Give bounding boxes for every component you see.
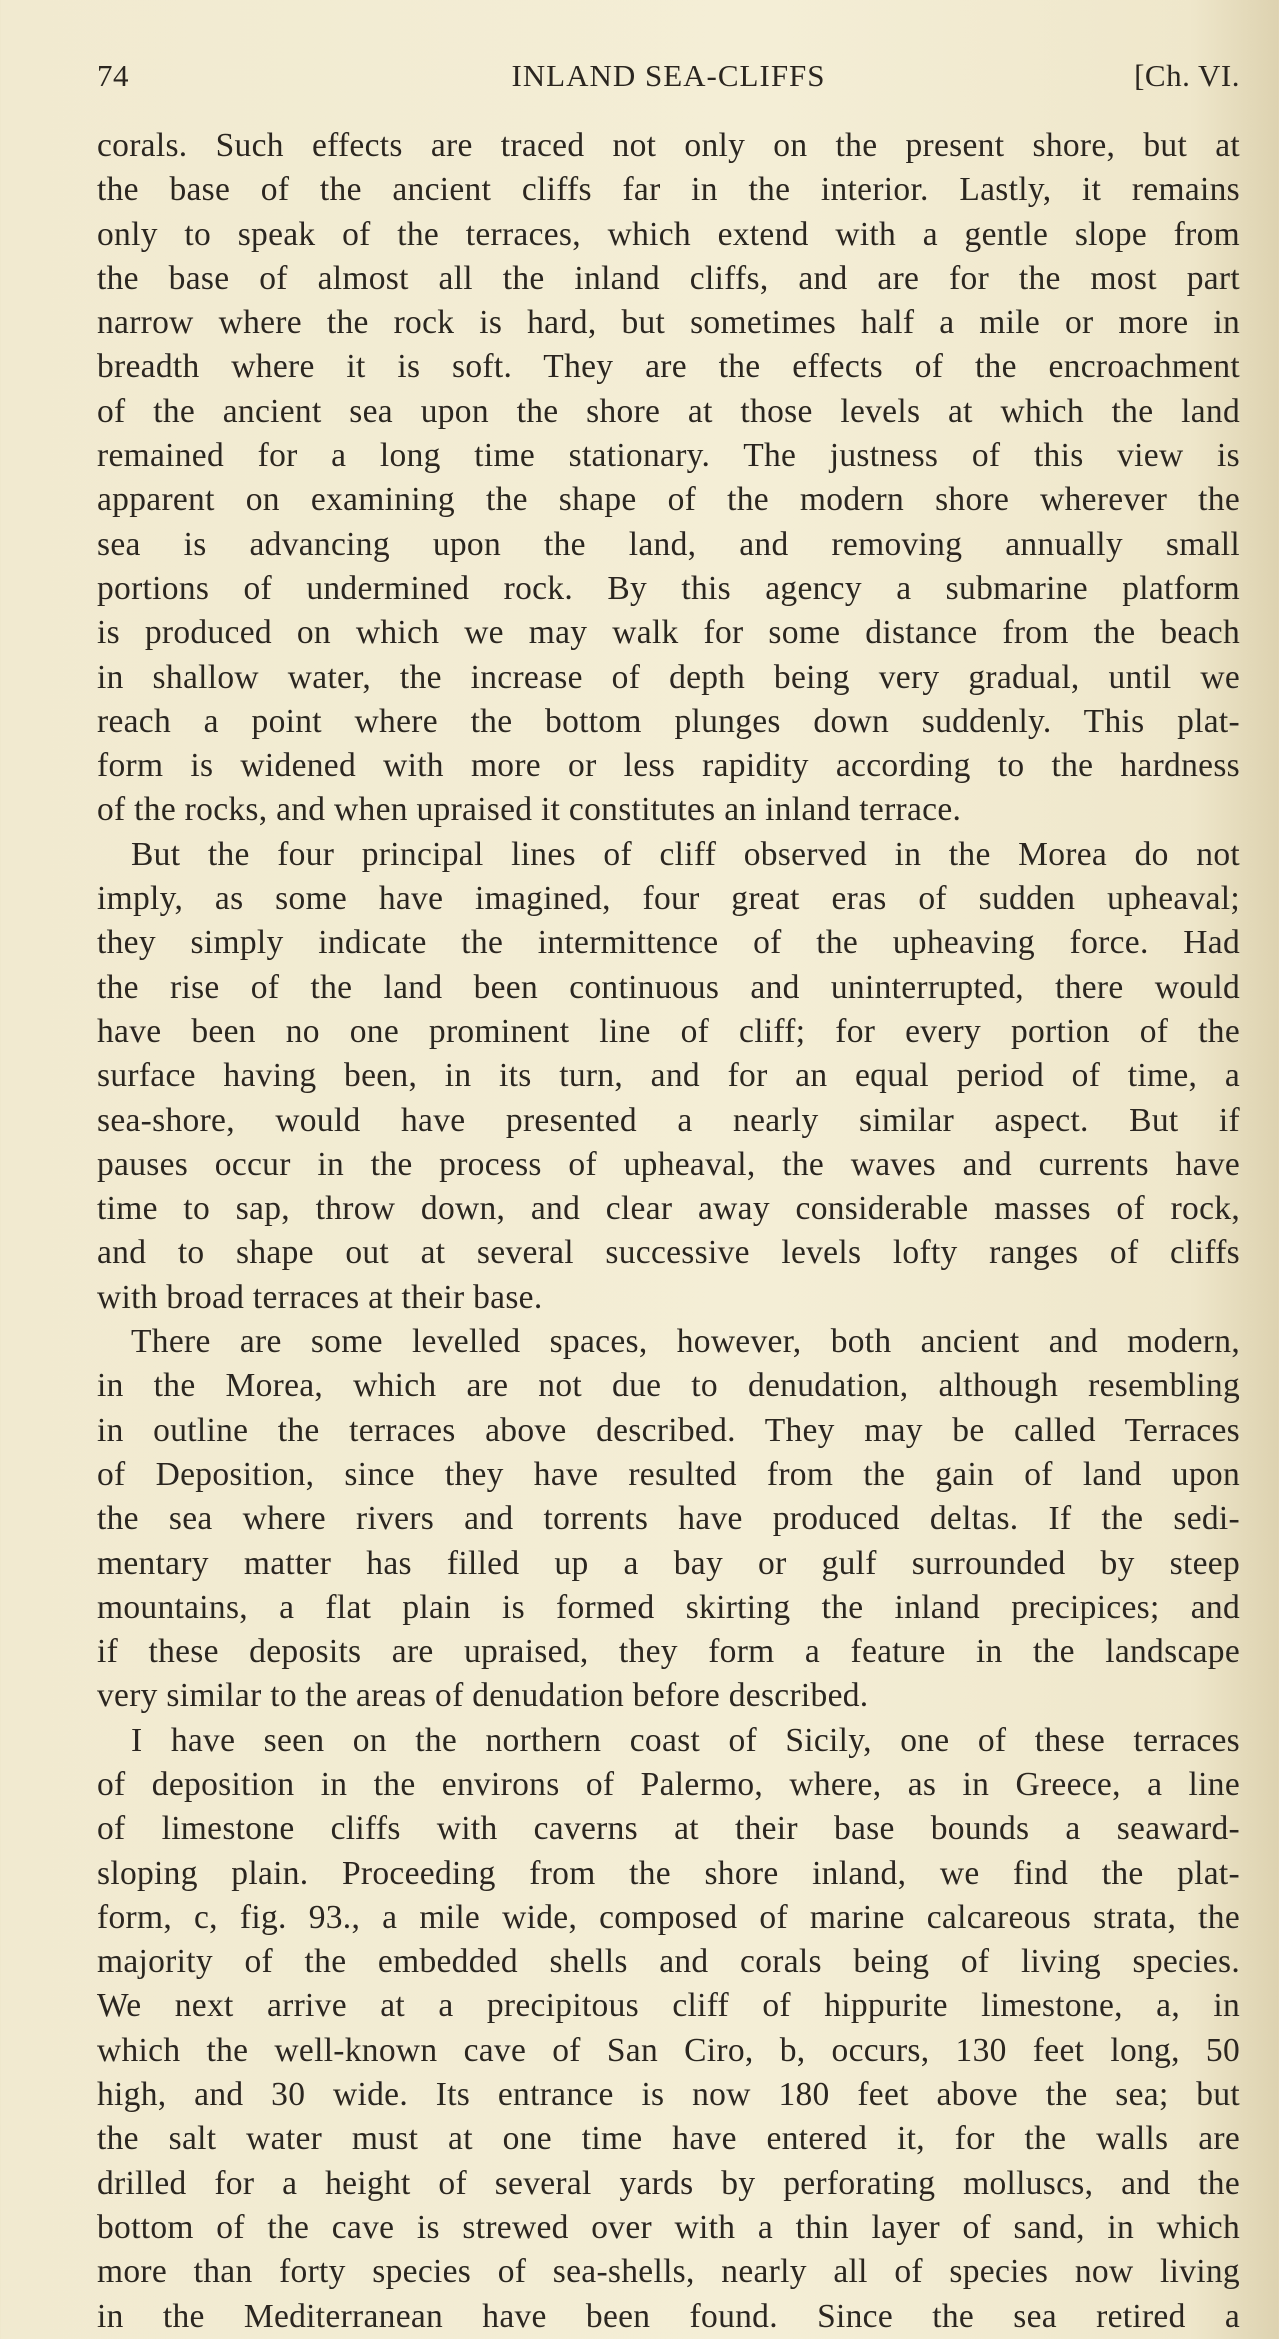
text-line: in the Morea, which are not due to denudation, although resembling	[97, 1367, 1240, 1405]
text-line: of the rocks, and when upraised it constitutes an inland terrace.	[97, 791, 962, 829]
text-line: portions of undermined rock. By this agency a submarine platform	[97, 569, 1240, 607]
text-line: more than forty species of sea-shells, nearly all of species now living	[97, 2253, 1240, 2291]
text-line: time to sap, throw down, and clear away considerable masses of rock,	[97, 1190, 1240, 1228]
text-line: pauses occur in the process of upheaval, the waves and currents have	[97, 1145, 1240, 1183]
text-line: There are some levelled spaces, however, both ancient and modern,	[131, 1323, 1240, 1361]
paragraph	[97, 1320, 1240, 1719]
text-line: of the ancient sea upon the shore at those levels at which the land	[97, 392, 1240, 430]
page-number: 74	[97, 58, 129, 93]
text-line: the rise of the land been continuous and uninterrupted, there would	[97, 968, 1240, 1006]
text-line: of limestone cliffs with caverns at their base bounds a seaward-	[97, 1810, 1240, 1848]
text-line: sloping plain. Proceeding from the shore inland, we find the plat-	[97, 1854, 1240, 1892]
text-line: of Deposition, since they have resulted from the gain of land upon	[97, 1455, 1240, 1493]
text-line: high, and 30 wide. Its entrance is now 180 feet above the sea; but	[97, 2076, 1240, 2114]
running-header	[97, 58, 1240, 102]
text-line: is produced on which we may walk for some distance from the beach	[97, 614, 1240, 652]
text-line: in the Mediterranean have been found. Since the sea retired a	[97, 2297, 1240, 2335]
text-line: remained for a long time stationary. The justness of this view is	[97, 437, 1240, 475]
text-line: sea-shore, would have presented a nearly similar aspect. But if	[97, 1101, 1240, 1139]
text-line: in shallow water, the increase of depth being very gradual, until we	[97, 658, 1240, 696]
text-line: form is widened with more or less rapidity according to the hardness	[97, 747, 1240, 785]
text-line: bottom of the cave is strewed over with a thin layer of sand, in which	[97, 2208, 1240, 2246]
text-line: form, c, fig. 93., a mile wide, composed of marine calcareous strata, the	[97, 1898, 1240, 1936]
text-line: very similar to the areas of denudation before described.	[97, 1677, 869, 1715]
text-line: which the well-known cave of San Ciro, b, occurs, 130 feet long, 50	[97, 2031, 1240, 2069]
text-line: mentary matter has filled up a bay or gulf surrounded by steep	[97, 1544, 1240, 1582]
text-line: apparent on examining the shape of the modern shore wherever the	[97, 481, 1240, 519]
text-line: But the four principal lines of cliff observed in the Morea do not	[131, 835, 1240, 873]
paragraph	[97, 833, 1240, 1320]
text-line: surface having been, in its turn, and for an equal period of time, a	[97, 1057, 1240, 1095]
text-line: narrow where the rock is hard, but sometimes half a mile or more in	[97, 304, 1240, 342]
text-line: of deposition in the environs of Palermo, where, as in Greece, a line	[97, 1765, 1240, 1803]
paragraph	[97, 124, 1240, 833]
chapter-marker: [Ch. VI.	[1134, 58, 1240, 93]
text-line: the base of the ancient cliffs far in the interior. Lastly, it remains	[97, 171, 1240, 209]
text-line: corals. Such effects are traced not only on the present shore, but at	[97, 127, 1240, 164]
text-line: the salt water must at one time have entered it, for the walls are	[97, 2120, 1240, 2158]
text-line: mountains, a flat plain is formed skirting the inland precipices; and	[97, 1588, 1240, 1626]
text-line: majority of the embedded shells and corals being of living species.	[97, 1943, 1240, 1981]
paragraph	[97, 1719, 1240, 2339]
text-line: in outline the terraces above described. They may be called Terraces	[97, 1411, 1240, 1449]
text-line: imply, as some have imagined, four great eras of sudden upheaval;	[97, 880, 1240, 918]
text-line: We next arrive at a precipitous cliff of hippurite limestone, a, in	[97, 1987, 1240, 2025]
text-line: reach a point where the bottom plunges down suddenly. This plat-	[97, 702, 1240, 740]
text-line: and to shape out at several successive levels lofty ranges of cliffs	[97, 1234, 1240, 1272]
text-line: if these deposits are upraised, they form a feature in the landscape	[97, 1633, 1240, 1671]
text-line: I have seen on the northern coast of Sicily, one of these terraces	[131, 1721, 1240, 1759]
text-line: only to speak of the terraces, which extend with a gentle slope from	[97, 215, 1240, 253]
text-line: they simply indicate the intermittence of the upheaving force. Had	[97, 924, 1240, 962]
body-text	[97, 124, 1240, 2339]
text-line: breadth where it is soft. They are the effects of the encroachment	[97, 348, 1240, 386]
text-line: with broad terraces at their base.	[97, 1278, 543, 1316]
text-line: have been no one prominent line of cliff; for every portion of the	[97, 1012, 1240, 1050]
text-line: the base of almost all the inland cliffs, and are for the most part	[97, 259, 1240, 297]
text-line: drilled for a height of several yards by perforating molluscs, and the	[97, 2164, 1240, 2202]
text-line: sea is advancing upon the land, and removing annually small	[97, 525, 1240, 563]
running-title: INLAND SEA-CLIFFS	[511, 58, 826, 93]
text-line: the sea where rivers and torrents have produced deltas. If the sedi-	[97, 1500, 1240, 1538]
